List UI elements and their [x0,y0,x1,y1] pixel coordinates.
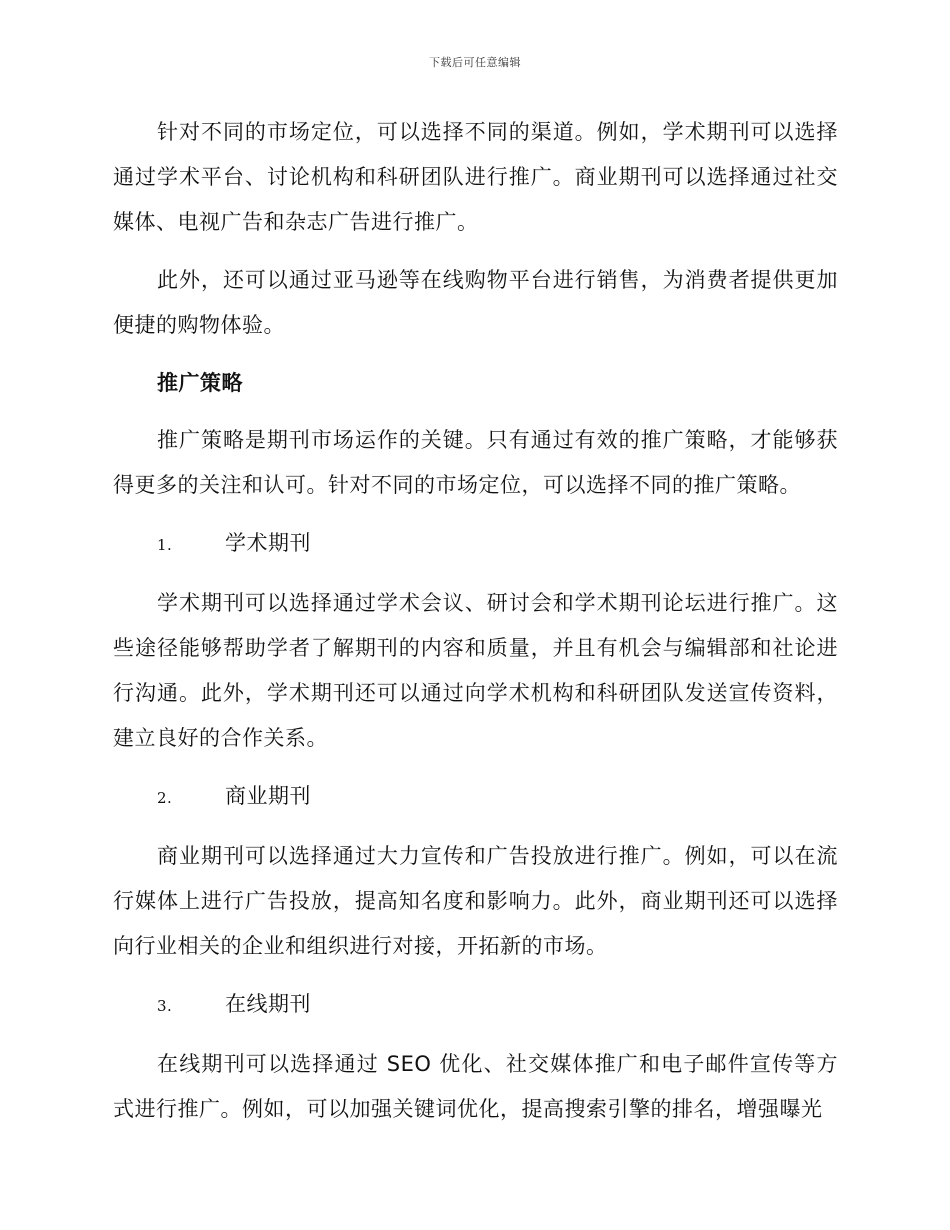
list-label: 学术期刊 [225,531,311,555]
list-item-academic [113,521,838,568]
paragraph-strategy-intro: 推广策略是期刊市场运作的关键。只有通过有效的推广策略，才能够获得更多的关注和认可。针对不同的市场定位，可以选择不同的推广策略。 [113,428,838,497]
list-label: 在线期刊 [225,992,311,1016]
paragraph-online: 在线期刊可以选择通过 SEO 优化、社交媒体推广和电子邮件宣传等方式进行推广。例如，可以加强关键词优化，提高搜索引擎的排名，增强曝光 [113,1052,838,1121]
list-number: 3. [157,997,173,1015]
paragraph-channels: 针对不同的市场定位，可以选择不同的渠道。例如，学术期刊可以选择通过学术平台、讨论机构和科研团队进行推广。商业期刊可以选择通过社交媒体、电视广告和杂志广告进行推广。 [113,120,838,234]
paragraph-commercial: 商业期刊可以选择通过大力宣传和广告投放进行推广。例如，可以在流行媒体上进行广告投放，提高知名度和影响力。此外，商业期刊还可以选择向行业相关的企业和组织进行对接，开拓新的市场。 [113,844,838,958]
page-header: 下载后可任意编辑 [429,56,521,69]
paragraph-academic: 学术期刊可以选择通过学术会议、研讨会和学术期刊论坛进行推广。这些途径能够帮助学者了解期刊的内容和质量，并且有机会与编辑部和社论进行沟通。此外，学术期刊还可以通过向学术机构和科研团队发送宣传资料，建立良好的合作关系。 [113,591,838,750]
paragraph-online-sales: 此外，还可以通过亚马逊等在线购物平台进行销售，为消费者提供更加便捷的购物体验。 [113,268,838,337]
list-item-commercial [113,774,838,821]
list-label: 商业期刊 [225,784,311,808]
document-body [113,110,838,1145]
list-number: 2. [157,789,173,807]
section-heading: 推广策略 [157,371,243,395]
list-number: 1. [157,536,173,554]
list-item-online [113,982,838,1029]
